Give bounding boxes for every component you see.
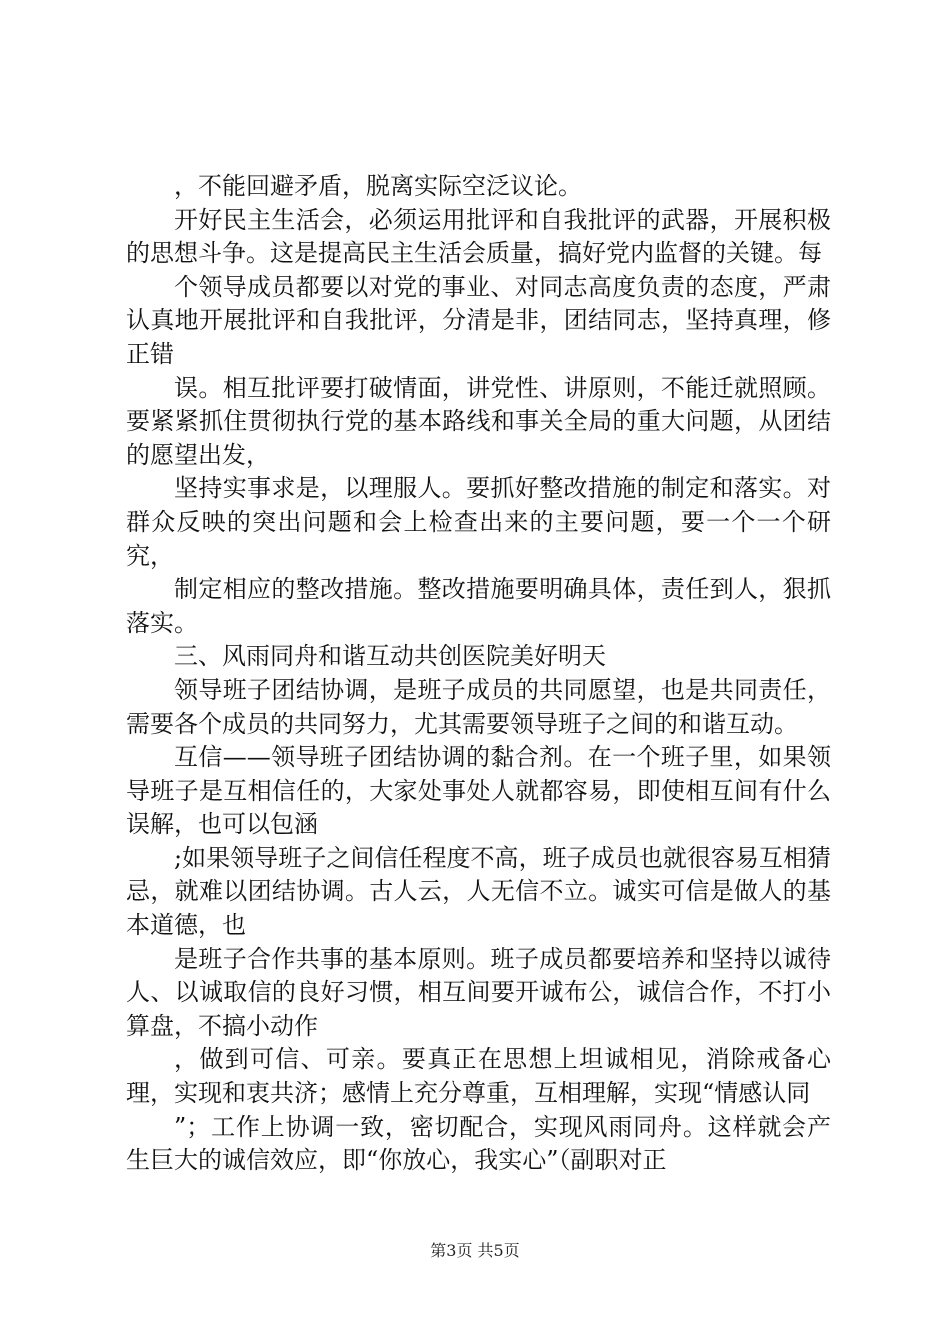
paragraph: 坚持实事求是，以理服人。要抓好整改措施的制定和落实。对群众反映的突出问题和会上检查出来的主要问题，要一个一个研究， [126,474,831,570]
paragraph: 误。相互批评要打破情面，讲党性、讲原则，不能迁就照顾。要紧紧抓住贯彻执行党的基本路线和事关全局的重大问题，从团结的愿望出发， [126,373,831,469]
paragraph: 是班子合作共事的基本原则。班子成员都要培养和坚持以诚待人、以诚取信的良好习惯，相互间要开诚布公，诚信合作，不打小算盘，不搞小动作 [126,944,831,1040]
document-body [126,170,831,1178]
paragraph: ;如果领导班子之间信任程度不高，班子成员也就很容易互相猜忌，就难以团结协调。古人云，人无信不立。诚实可信是做人的基本道德，也 [126,843,831,940]
section-heading: 三、风雨同舟和谐互动共创医院美好明天 [174,642,606,671]
paragraph: 制定相应的整改措施。整改措施要明确具体，责任到人，狠抓落实。 [126,575,831,637]
paragraph: ”；工作上协调一致，密切配合，实现风雨同舟。这样就会产生巨大的诚信效应，即“你放心，我实心”（副职对正 [126,1112,831,1175]
paragraph: 领导班子团结协调，是班子成员的共同愿望，也是共同责任，需要各个成员的共同努力，尤其需要领导班子之间的和谐互动。 [126,675,831,738]
paragraph: ，做到可信、可亲。要真正在思想上坦诚相见，消除戒备心理，实现和衷共济；感情上充分尊重，互相理解，实现“情感认同 [126,1045,831,1108]
page-footer: 第3页 共5页 [430,1241,520,1260]
paragraph: ，不能回避矛盾，脱离实际空泛议论。 [174,172,582,200]
paragraph: 开好民主生活会，必须运用批评和自我批评的武器，开展积极的思想斗争。这是提高民主生活会质量，搞好党内监督的关键。每 [126,205,831,268]
paragraph: 互信——领导班子团结协调的黏合剂。在一个班子里，如果领导班子是互相信任的，大家处事处人就都容易，即使相互间有什么误解，也可以包涵 [126,743,831,839]
paragraph: 个领导成员都要以对党的事业、对同志高度负责的态度，严肃认真地开展批评和自我批评，分清是非，团结同志，坚持真理，修正错 [126,272,831,368]
